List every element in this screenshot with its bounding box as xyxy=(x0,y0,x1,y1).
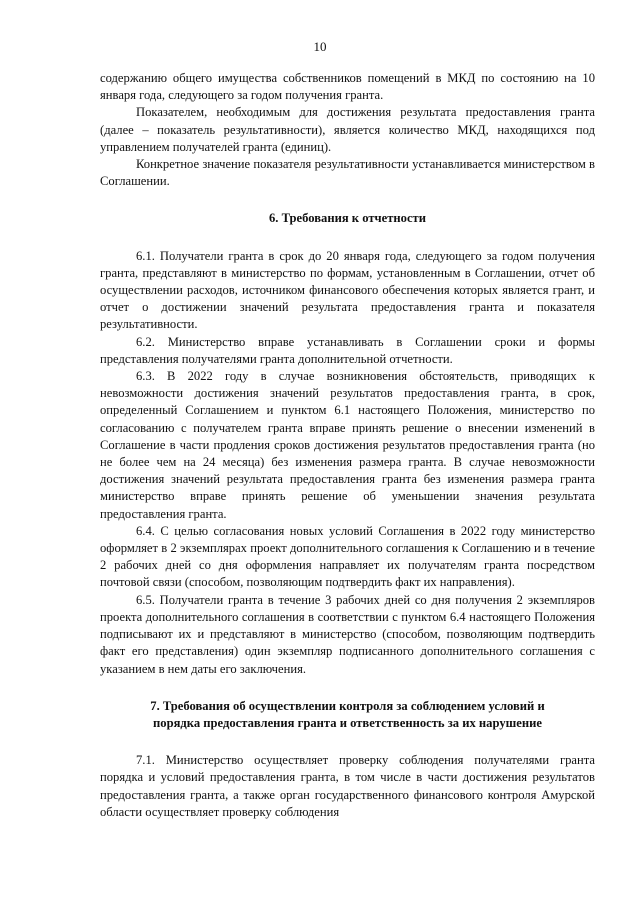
paragraph-continuation: содержанию общего имущества собственников помещений в МКД по состоянию на 10 января года, следующего за годом получения гранта. xyxy=(100,71,595,103)
page-number: 10 xyxy=(313,39,327,54)
clause-6-4: 6.4. С целью согласования новых условий Соглашения в 2022 году министерство оформляет в 2 экземплярах проект дополнительного соглашения к Соглашению и в течение 2 рабочих дней со дня оформления направляет их получателям гранта посредством почтовой связи (способом, позволяющим подтвердить факт их направления). xyxy=(100,523,595,590)
clause-6-2: 6.2. Министерство вправе устанавливать в Соглашении сроки и формы представления получателями гранта дополнительной отчетности. xyxy=(100,334,595,366)
paragraph-indicator-value: Конкретное значение показателя результативности устанавливается министерством в Соглашении. xyxy=(100,157,595,189)
paragraph-indicator: Показателем, необходимым для достижения результата предоставления гранта (далее – показатель результативности), является количество МКД, находящихся под управлением получателей гранта (единиц). xyxy=(100,105,595,154)
clause-6-5: 6.5. Получатели гранта в течение 3 рабочих дней со дня получения 2 экземпляров проекта дополнительного соглашения в соответствии с пунктом 6.4 настоящего Положения подписывают их и представляют в министерство (способом, позволяющим подтвердить факт его представления) один экземпляр подписанного дополнительного соглашения с указанием в нем даты его заключения. xyxy=(100,592,595,676)
section-7-title-line2: порядка предоставления гранта и ответственность за их нарушение xyxy=(153,715,542,730)
clause-6-1: 6.1. Получатели гранта в срок до 20 января года, следующего за годом получения гранта, представляют в министерство по формам, установленным в Соглашении, отчет об осуществлении расходов, источником финансового обеспечения которых является грант, и отчет о достижении значений результата предоставления гранта и показателя результативности. xyxy=(100,248,595,332)
section-6-title: 6. Требования к отчетности xyxy=(269,211,426,226)
clause-7-1: 7.1. Министерство осуществляет проверку соблюдения получателями гранта порядка и условий предоставления гранта, в том числе в части достижения результатов предоставления гранта, а также орган государственного финансового контроля Амурской области осуществляет проверку соблюдения xyxy=(100,753,595,819)
section-7-title-line1: 7. Требования об осуществлении контроля за соблюдением условий и xyxy=(150,698,545,713)
clause-6-3: 6.3. В 2022 году в случае возникновения обстоятельств, приводящих к невозможности достижения значений результатов предоставления гранта, в срок, определенный Соглашением и пунктом 6.1 настоящего Положения, министерство по согласованию с получателем гранта вправе принять решение о внесении изменений в Соглашение в части продления сроков достижения результатов предоставления гранта (но не более чем на 24 месяца) без изменения размера гранта. В случае невозможности достижения значений результата предоставления гранта без изменения размера гранта министерство вправе принять решение об уменьшении значения результата предоставления гранта. xyxy=(100,369,595,521)
document-body xyxy=(100,70,595,821)
